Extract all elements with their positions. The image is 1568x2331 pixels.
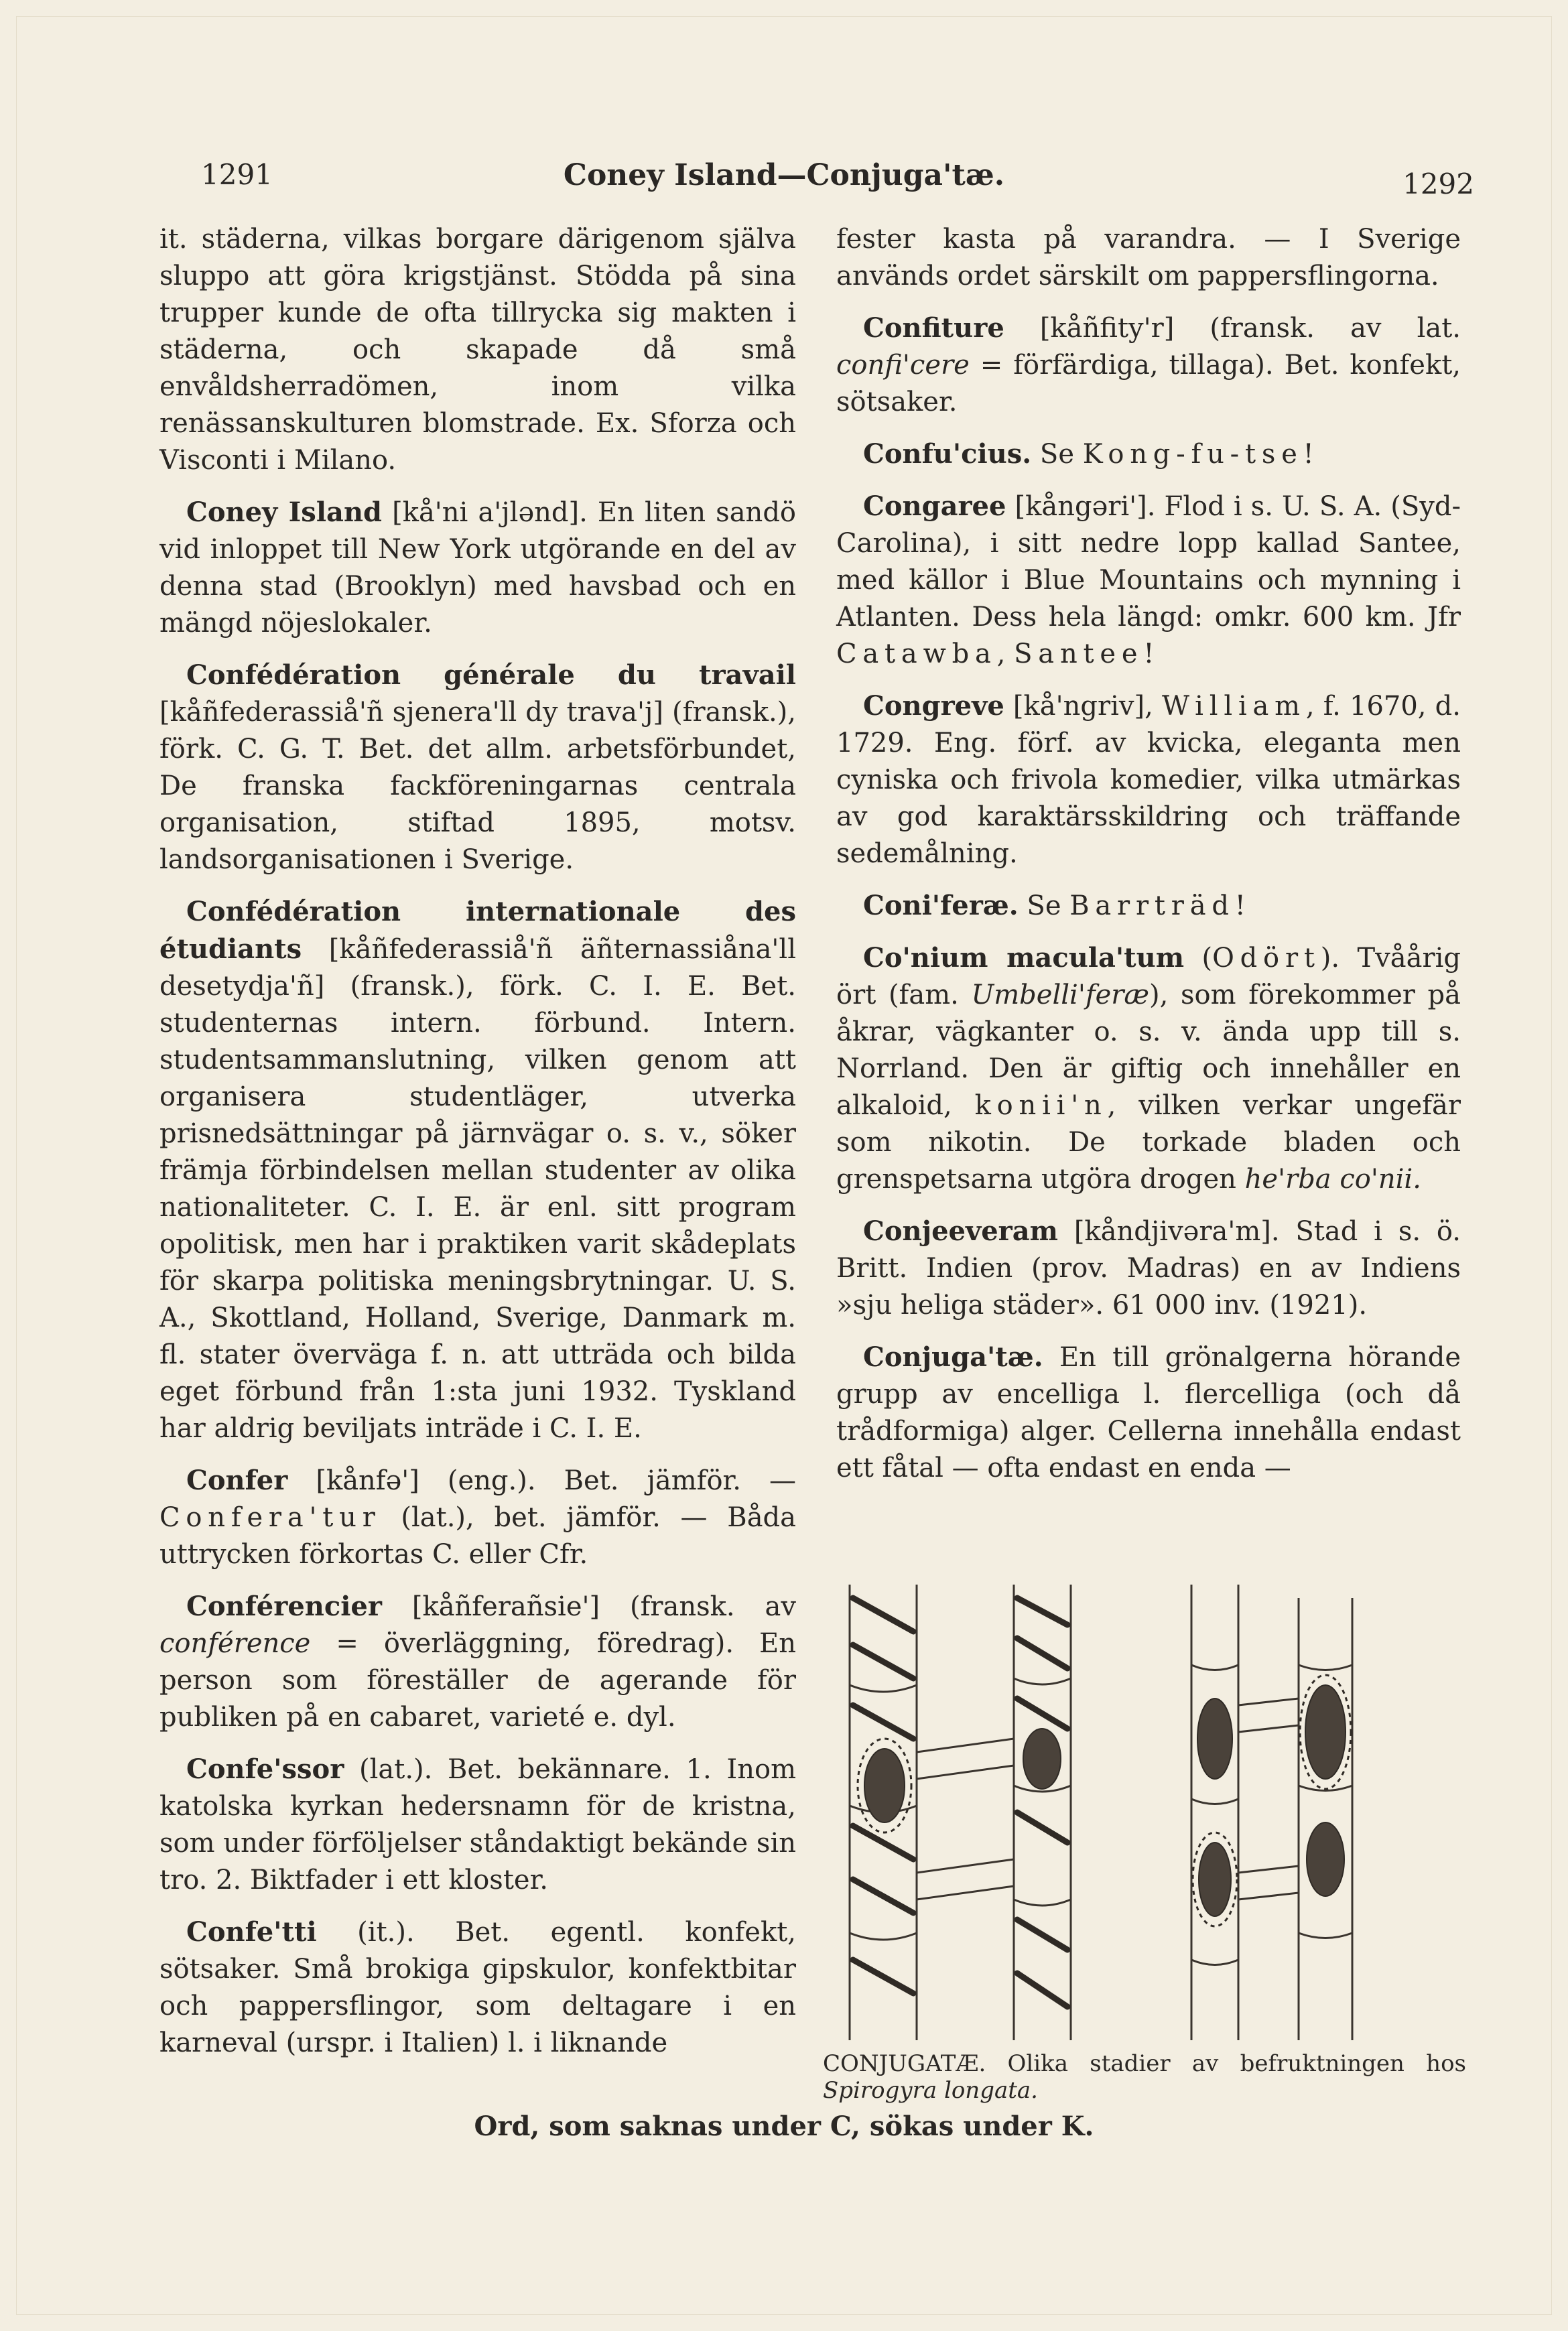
headword: Confédération générale du travail [186, 659, 796, 691]
headword: Confu'cius. [863, 438, 1032, 470]
headword: Co'nium macula'tum [863, 942, 1185, 974]
spaced-term: Barrträd! [1069, 890, 1252, 921]
caption-species: Spirogyra longata. [823, 2077, 1038, 2104]
entry-continuation [836, 221, 1461, 295]
entry-conjugatae [836, 1339, 1461, 1487]
entry-confessor [159, 1751, 796, 1899]
entry-confetti [159, 1914, 796, 2062]
entry-conium [836, 939, 1461, 1198]
headword: Confe'tti [186, 1916, 317, 1948]
caption-text: Olika stadier av befruktningen hos [986, 2050, 1466, 2077]
italic-term: Umbelli'feræ [971, 980, 1150, 1010]
spirogyra-illustration [836, 1585, 1461, 2040]
entry-text: [kå'ngriv], [1004, 691, 1162, 722]
entry-text: , [996, 639, 1015, 669]
italic-term: confi'cere [836, 350, 970, 381]
entry-text: [kåñfity'r] (fransk. av lat. [1004, 313, 1461, 344]
figure-caption [823, 2050, 1466, 2104]
entry-text: (lat.), bet. jämför. — Båda uttrycken förkortas C. eller Cfr. [159, 1502, 796, 1570]
entry-text: [kåñfederassiå'ñ sjenera'll dy trava'j] (fransk.), förk. C. G. T. Bet. det allm. arbetsförbundet, De franska fackföreningarnas centrala organisation, stiftad 1895, motsv. landsorganisationen i Sverige. [159, 697, 796, 875]
entry-cie [159, 893, 796, 1447]
page-number-right: 1292 [1402, 168, 1474, 200]
entry-confiture [836, 310, 1461, 421]
entry-coniferae [836, 887, 1461, 925]
entry-confucius [836, 436, 1461, 473]
continuation-text: it. städerna, vilkas borgare därigenom själva sluppo att göra krigstjänst. Stödda på sina trupper kunde de ofta tillrycka sig makten i städerna, och skapade då små envåldsherradömen, inom vilka renässanskulturen blomstrade. Ex. Sforza och Visconti i Milano. [159, 224, 796, 476]
entry-coney-island [159, 494, 796, 642]
page-number-left: 1291 [201, 158, 273, 191]
right-column [836, 221, 1461, 1502]
entry-text: , vilken verkar ungefär som nikotin. De torkade bladen och grenspetsarna utgöra drogen [836, 1090, 1461, 1195]
entry-text: (it.). Bet. egentl. konfekt, sötsaker. Små brokiga gipskulor, konfektbitar och pappersflingor, som deltagare i en karneval (urspr. i Italien) l. i liknande [159, 1917, 796, 2058]
headword: Coney Island [186, 496, 382, 528]
entry-conferencier [159, 1588, 796, 1736]
entry-text: ). Tvåårig ört (fam. [836, 943, 1461, 1010]
caption-label: CONJUGATÆ. [823, 2050, 986, 2077]
entry-text: [kångəri']. Flod i s. U. S. A. (Syd-Carolina), i sitt nedre lopp kallad Santee, med källor i Blue Mountains och mynning i Atlanten. Dess hela längd: omkr. 600 km. Jfr [836, 491, 1461, 632]
entry-congreve [836, 687, 1461, 872]
entry-text: = förfärdiga, tillaga). Bet. konfekt, sötsaker. [836, 350, 1461, 417]
entry-text: ), som förekommer på åkrar, vägkanter o. s. v. ända upp till s. Norrland. Den är giftig och innehåller en alkaloid, [836, 980, 1461, 1121]
headword: Confédération internationale des étudiants [159, 896, 796, 965]
spaced-term: Santee! [1014, 639, 1161, 669]
entry-text: [kå'ni a'jlənd]. En liten sandö vid inloppet till New York utgörande en del av denna stad (Brooklyn) med havsbad och en mängd nöjeslokaler. [159, 497, 797, 639]
entry-text: , f. 1670, d. 1729. Eng. förf. av kvicka, eleganta men cyniska och frivola komedier, vilka utmärkas av god karaktärsskildring och träffande sedemålning. [836, 691, 1461, 869]
headword: Confer [186, 1465, 288, 1496]
entry-text: [kånfə'] (eng.). Bet. jämför. — [287, 1465, 796, 1496]
entry-text: Se [1031, 439, 1083, 470]
headword: Conjuga'tæ. [863, 1341, 1043, 1373]
spaced-term: Catawba [836, 639, 997, 669]
entry-text: [kåñfederassiå'ñ äñternassiåna'll desetydja'ñ] (fransk.), förk. C. I. E. Bet. studenternas intern. förbund. Intern. studentsammanslutning, vilken genom att organisera studentläger, utverka prisnedsättningar på järnvägar o. s. v., söker främja förbindelsen mellan studenter av olika nationaliteter. C. I. E. är enl. sitt program opolitisk, men har i praktiken varit skådeplats för skarpa politiska meningsbrytningar. U. S. A., Skottland, Holland, Sverige, Danmark m. fl. stater övervägа f. n. att utträda och bilda eget förbund från 1:sta juni 1932. Tyskland har aldrig beviljats inträde i C. I. E. [159, 934, 796, 1444]
italic-term: he'rba co'nii. [1244, 1164, 1421, 1195]
page-footer-note: Ord, som saknas under C, sökas under K. [474, 2111, 1094, 2142]
headword: Coni'feræ. [863, 890, 1019, 921]
entry-cgt [159, 657, 796, 878]
headword: Congaree [863, 490, 1006, 522]
entry-text: En till grönalgerna hörande grupp av encelliga l. flercelliga (och då trådformiga) alger. Cellerna innehålla endast ett fåtal — ofta endast en enda — [836, 1342, 1461, 1483]
entry-text: Se [1018, 890, 1070, 921]
spaced-term: William [1161, 691, 1306, 722]
entry-text: [kåñferañsie'] (fransk. av [381, 1591, 796, 1622]
entry-congaree [836, 488, 1461, 673]
headword: Confe'ssor [186, 1753, 344, 1785]
headword: Confiture [863, 312, 1004, 344]
entry-text: (lat.). Bet. bekännare. 1. Inom katolska kyrkan hedersnamn för de kristna, som under förföljelser ståndaktigt bekände sin tro. 2. Biktfader i ett kloster. [159, 1754, 796, 1895]
left-column [159, 221, 796, 2076]
entry-text: ( [1184, 943, 1213, 974]
headword: Congreve [863, 690, 1004, 722]
page-header [0, 151, 1568, 205]
italic-term: conférence [159, 1628, 311, 1659]
entry-text: = överläggning, föredrag). En person som föreställer de agerande för publiken på en cabaret, varieté e. dyl. [159, 1628, 796, 1733]
entry-conjeeveram [836, 1213, 1461, 1324]
running-title: Coney Island—Conjuga'tæ. [563, 158, 1005, 192]
spaced-term: Odört [1212, 943, 1321, 974]
continuation-text: fester kasta på varandra. — I Sverige används ordet särskilt om pappersflingorna. [836, 224, 1461, 291]
spaced-term: Kong-fu-tse! [1082, 439, 1320, 470]
spaced-term: konii'n [974, 1090, 1108, 1121]
entry-confer [159, 1462, 796, 1573]
spaced-term: Confera'tur [159, 1502, 381, 1533]
entry-text: [kåndjivəra'm]. Stad i s. ö. Britt. Indien (prov. Madras) en av Indiens »sju heliga städer». 61 000 inv. (1921). [836, 1216, 1461, 1321]
entry-continuation [159, 221, 796, 479]
headword: Conjeeveram [863, 1215, 1058, 1247]
headword: Conférencier [186, 1591, 382, 1622]
